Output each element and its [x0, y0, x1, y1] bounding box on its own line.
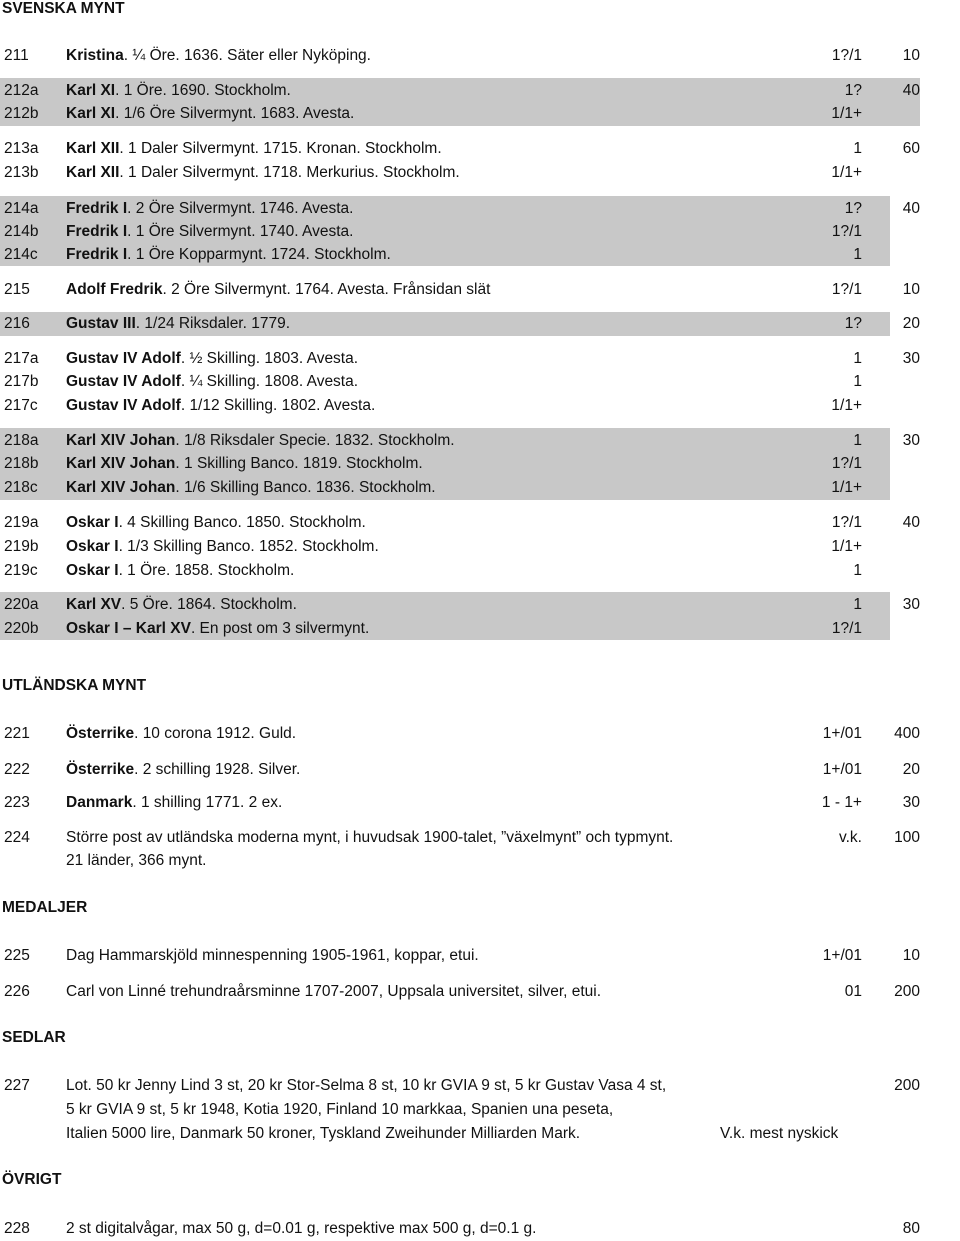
lot-price: 30 [902, 794, 920, 811]
lot-number: 219c [4, 562, 38, 579]
lot-price: 10 [902, 281, 920, 298]
lot-grade: 1? [844, 82, 862, 99]
lot-detail: . 1 Öre. 1690. Stockholm. [115, 82, 291, 99]
lot-row [0, 429, 960, 453]
ruler-name: Fredrik I [66, 246, 128, 263]
lot-grade: 1 [853, 246, 862, 263]
lot-detail: . 4 Skilling Banco. 1850. Stockholm. [118, 514, 366, 531]
lot-detail: . 1 Öre. 1858. Stockholm. [118, 562, 295, 579]
lot-price: 40 [902, 514, 920, 531]
lot-row [0, 243, 960, 267]
ruler-name: Gustav IV Adolf [66, 397, 181, 414]
lot-detail: . 2 Öre Silvermynt. 1746. Avesta. [127, 200, 354, 217]
lot-grade: 1?/1 [831, 281, 862, 298]
lot-grade: 1? [844, 315, 862, 332]
ruler-name: Karl XII [66, 164, 120, 181]
ruler-name: Oskar I [66, 514, 119, 531]
lot-grade: 1+/01 [822, 725, 862, 742]
lot-grade: 1 - 1+ [821, 794, 862, 811]
ruler-name: Oskar I [66, 538, 119, 555]
section-heading-svenska: SVENSKA MYNT [2, 0, 125, 17]
lot-row [0, 980, 960, 1004]
lot-detail: . 5 Öre. 1864. Stockholm. [121, 596, 297, 613]
lot-price: 40 [902, 200, 920, 217]
lot-grade: 1/1+ [831, 397, 862, 414]
lot-row [0, 826, 960, 850]
lot-description [66, 758, 300, 782]
lot-grade: 1? [844, 200, 862, 217]
lot-row [0, 452, 960, 476]
lot-row [0, 559, 960, 583]
lot-grade: 1+/01 [822, 761, 862, 778]
lot-price: 200 [894, 1077, 920, 1094]
lot-detail: . 1 Öre Silvermynt. 1740. Avesta. [127, 223, 354, 240]
lot-price: 30 [902, 350, 920, 367]
section-heading-sedlar: SEDLAR [2, 1029, 66, 1046]
ruler-name: Karl XI [66, 82, 116, 99]
ruler-name: Karl XIV Johan [66, 455, 176, 472]
lot-description [66, 347, 358, 371]
ruler-name: Karl XV [66, 596, 122, 613]
lot-row [0, 1074, 960, 1098]
lot-grade: 1/1+ [831, 105, 862, 122]
lot-row [0, 722, 960, 746]
lot-description: Lot. 50 kr Jenny Lind 3 st, 20 kr Stor-Selma 8 st, 10 kr GVIA 9 st, 5 kr Gustav Vasa 4 st, [66, 1077, 667, 1094]
country-name: Danmark [66, 794, 133, 811]
lot-number: 220a [4, 596, 39, 613]
lot-row [0, 347, 960, 371]
lot-description [66, 312, 290, 336]
section-heading-utlandska: UTLÄNDSKA MYNT [2, 677, 147, 694]
lot-description [66, 559, 294, 583]
lot-row [0, 137, 960, 161]
lot-continuation: 5 kr GVIA 9 st, 5 kr 1948, Kotia 1920, Finland 10 markkaa, Spanien una peseta, [66, 1101, 614, 1118]
lot-row [0, 312, 960, 336]
lot-description [66, 102, 354, 126]
lot-number: 212b [4, 105, 39, 122]
ruler-name: Gustav III [66, 315, 136, 332]
lot-row [0, 617, 960, 641]
lot-detail: . 1 Öre Kopparmynt. 1724. Stockholm. [127, 246, 391, 263]
lot-number: 218a [4, 432, 39, 449]
lot-row [0, 278, 960, 302]
lot-description [66, 476, 436, 500]
lot-detail: . 1/12 Skilling. 1802. Avesta. [180, 397, 376, 414]
lot-description [66, 44, 371, 68]
lot-number: 227 [4, 1077, 30, 1094]
lot-detail: . ¼ Skilling. 1808. Avesta. [180, 373, 359, 390]
lot-grade: v.k. [839, 829, 862, 846]
lot-detail: . 2 schilling 1928. Silver. [134, 761, 301, 778]
lot-detail: . 1 Daler Silvermynt. 1715. Kronan. Stockholm. [119, 140, 442, 157]
lot-description [66, 617, 369, 641]
ruler-name: Fredrik I [66, 200, 128, 217]
lot-detail: . 1/6 Öre Silvermynt. 1683. Avesta. [115, 105, 355, 122]
lot-description: 2 st digitalvågar, max 50 g, d=0.01 g, respektive max 500 g, d=0.1 g. [66, 1220, 537, 1237]
lot-row [0, 394, 960, 418]
lot-grade: 1?/1 [831, 455, 862, 472]
lot-number: 214a [4, 200, 39, 217]
lot-number: 216 [4, 315, 30, 332]
lot-row [0, 197, 960, 221]
lot-detail: . 1/6 Skilling Banco. 1836. Stockholm. [175, 479, 436, 496]
ruler-name: Adolf Fredrik [66, 281, 163, 298]
lot-number: 225 [4, 947, 30, 964]
lot-number: 221 [4, 725, 30, 742]
lot-description [66, 791, 282, 815]
lot-number: 218b [4, 455, 39, 472]
lot-number: 212a [4, 82, 39, 99]
lot-price: 30 [902, 432, 920, 449]
lot-price: 10 [902, 47, 920, 64]
lot-detail: . 1/8 Riksdaler Specie. 1832. Stockholm. [175, 432, 455, 449]
lot-description [66, 161, 460, 185]
lot-row [0, 220, 960, 244]
lot-detail: . En post om 3 silvermynt. [190, 620, 370, 637]
lot-row [0, 44, 960, 68]
lot-description: Carl von Linné trehundraårsminne 1707-2007, Uppsala universitet, silver, etui. [66, 983, 602, 1000]
lot-description [66, 243, 391, 267]
lot-row [0, 758, 960, 782]
lot-row [0, 944, 960, 968]
lot-grade: 1 [853, 373, 862, 390]
lot-number: 215 [4, 281, 30, 298]
ruler-name: Karl XI [66, 105, 116, 122]
lot-grade: 1/1+ [831, 164, 862, 181]
lot-description [66, 137, 442, 161]
lot-row [0, 535, 960, 559]
lot-price: 200 [894, 983, 920, 1000]
lot-number: 222 [4, 761, 30, 778]
lot-row [0, 370, 960, 394]
lot-number: 211 [4, 47, 29, 64]
lot-price: 10 [902, 947, 920, 964]
lot-price: 20 [902, 761, 920, 778]
ruler-name: Karl XII [66, 140, 120, 157]
country-name: Österrike [66, 725, 135, 742]
lot-price: 80 [902, 1220, 920, 1237]
lot-detail: . ½ Skilling. 1803. Avesta. [180, 350, 359, 367]
lot-price: 20 [902, 315, 920, 332]
lot-number: 228 [4, 1220, 30, 1237]
lot-grade: 1 [853, 562, 862, 579]
lot-number: 218c [4, 479, 38, 496]
lot-row [0, 102, 960, 126]
lot-description [66, 429, 455, 453]
lot-description: Dag Hammarskjöld minnespenning 1905-1961, koppar, etui. [66, 947, 479, 964]
lot-description [66, 394, 375, 418]
lot-detail: . 2 Öre Silvermynt. 1764. Avesta. Frånsidan slät [162, 281, 491, 298]
ruler-name: Gustav IV Adolf [66, 350, 181, 367]
ruler-name: Kristina [66, 47, 124, 64]
lot-number: 219b [4, 538, 39, 555]
lot-description [66, 722, 296, 746]
lot-continuation: 21 länder, 366 mynt. [66, 852, 207, 869]
lot-number: 223 [4, 794, 30, 811]
lot-grade: 1 [853, 596, 862, 613]
lot-number: 226 [4, 983, 30, 1000]
lot-grade: 1?/1 [831, 514, 862, 531]
lot-detail: . 1 Skilling Banco. 1819. Stockholm. [175, 455, 423, 472]
lot-continuation: Italien 5000 lire, Danmark 50 kroner, Tyskland Zweihunder Milliarden Mark. [66, 1125, 581, 1142]
lot-number: 219a [4, 514, 39, 531]
lot-detail: . 1/3 Skilling Banco. 1852. Stockholm. [118, 538, 379, 555]
lot-grade: 1?/1 [831, 47, 862, 64]
lot-number: 214b [4, 223, 39, 240]
lot-grade: 01 [844, 983, 862, 1000]
lot-detail: . 10 corona 1912. Guld. [134, 725, 297, 742]
country-name: Österrike [66, 761, 135, 778]
lot-grade: 1 [853, 350, 862, 367]
lot-number: 217b [4, 373, 39, 390]
lot-detail: . ¼ Öre. 1636. Säter eller Nyköping. [123, 47, 371, 64]
ruler-name: Karl XIV Johan [66, 479, 176, 496]
ruler-name: Oskar I [66, 562, 119, 579]
ruler-name: Fredrik I [66, 223, 128, 240]
lot-grade: 1?/1 [831, 620, 862, 637]
lot-row [0, 511, 960, 535]
lot-note: V.k. mest nyskick [720, 1125, 839, 1142]
lot-number: 220b [4, 620, 39, 637]
lot-description [66, 593, 297, 617]
lot-description [66, 278, 490, 302]
lot-price: 40 [902, 82, 920, 99]
lot-description [66, 197, 353, 221]
lot-row [0, 593, 960, 617]
lot-row [0, 1217, 960, 1241]
section-heading-medaljer: MEDALJER [2, 899, 88, 916]
lot-description [66, 79, 291, 103]
lot-detail: . 1/24 Riksdaler. 1779. [135, 315, 291, 332]
lot-description [66, 220, 353, 244]
lot-detail: . 1 shilling 1771. 2 ex. [132, 794, 283, 811]
lot-number: 224 [4, 829, 30, 846]
lot-grade: 1/1+ [831, 538, 862, 555]
lot-number: 217c [4, 397, 38, 414]
lot-price: 100 [894, 829, 920, 846]
lot-row [0, 476, 960, 500]
lot-price: 30 [902, 596, 920, 613]
lot-grade: 1 [853, 140, 862, 157]
lot-detail: . 1 Daler Silvermynt. 1718. Merkurius. Stockholm. [119, 164, 460, 181]
lot-description [66, 511, 366, 535]
ruler-name: Gustav IV Adolf [66, 373, 181, 390]
section-heading-ovrigt: ÖVRIGT [2, 1171, 62, 1188]
lot-price: 400 [894, 725, 920, 742]
lot-description [66, 452, 423, 476]
lot-row [0, 161, 960, 185]
ruler-name: Karl XIV Johan [66, 432, 176, 449]
lot-number: 213a [4, 140, 39, 157]
lot-description: Större post av utländska moderna mynt, i huvudsak 1900-talet, ”växelmynt” och typmynt. [66, 829, 674, 846]
lot-row [0, 79, 960, 103]
lot-description [66, 535, 379, 559]
lot-number: 217a [4, 350, 39, 367]
lot-number: 213b [4, 164, 39, 181]
lot-grade: 1+/01 [822, 947, 862, 964]
lot-price: 60 [902, 140, 920, 157]
lot-grade: 1 [853, 432, 862, 449]
lot-description [66, 370, 358, 394]
lot-number: 214c [4, 246, 38, 263]
lot-grade: 1?/1 [831, 223, 862, 240]
lot-row [0, 791, 960, 815]
ruler-name: Oskar I – Karl XV [66, 620, 191, 637]
lot-grade: 1/1+ [831, 479, 862, 496]
